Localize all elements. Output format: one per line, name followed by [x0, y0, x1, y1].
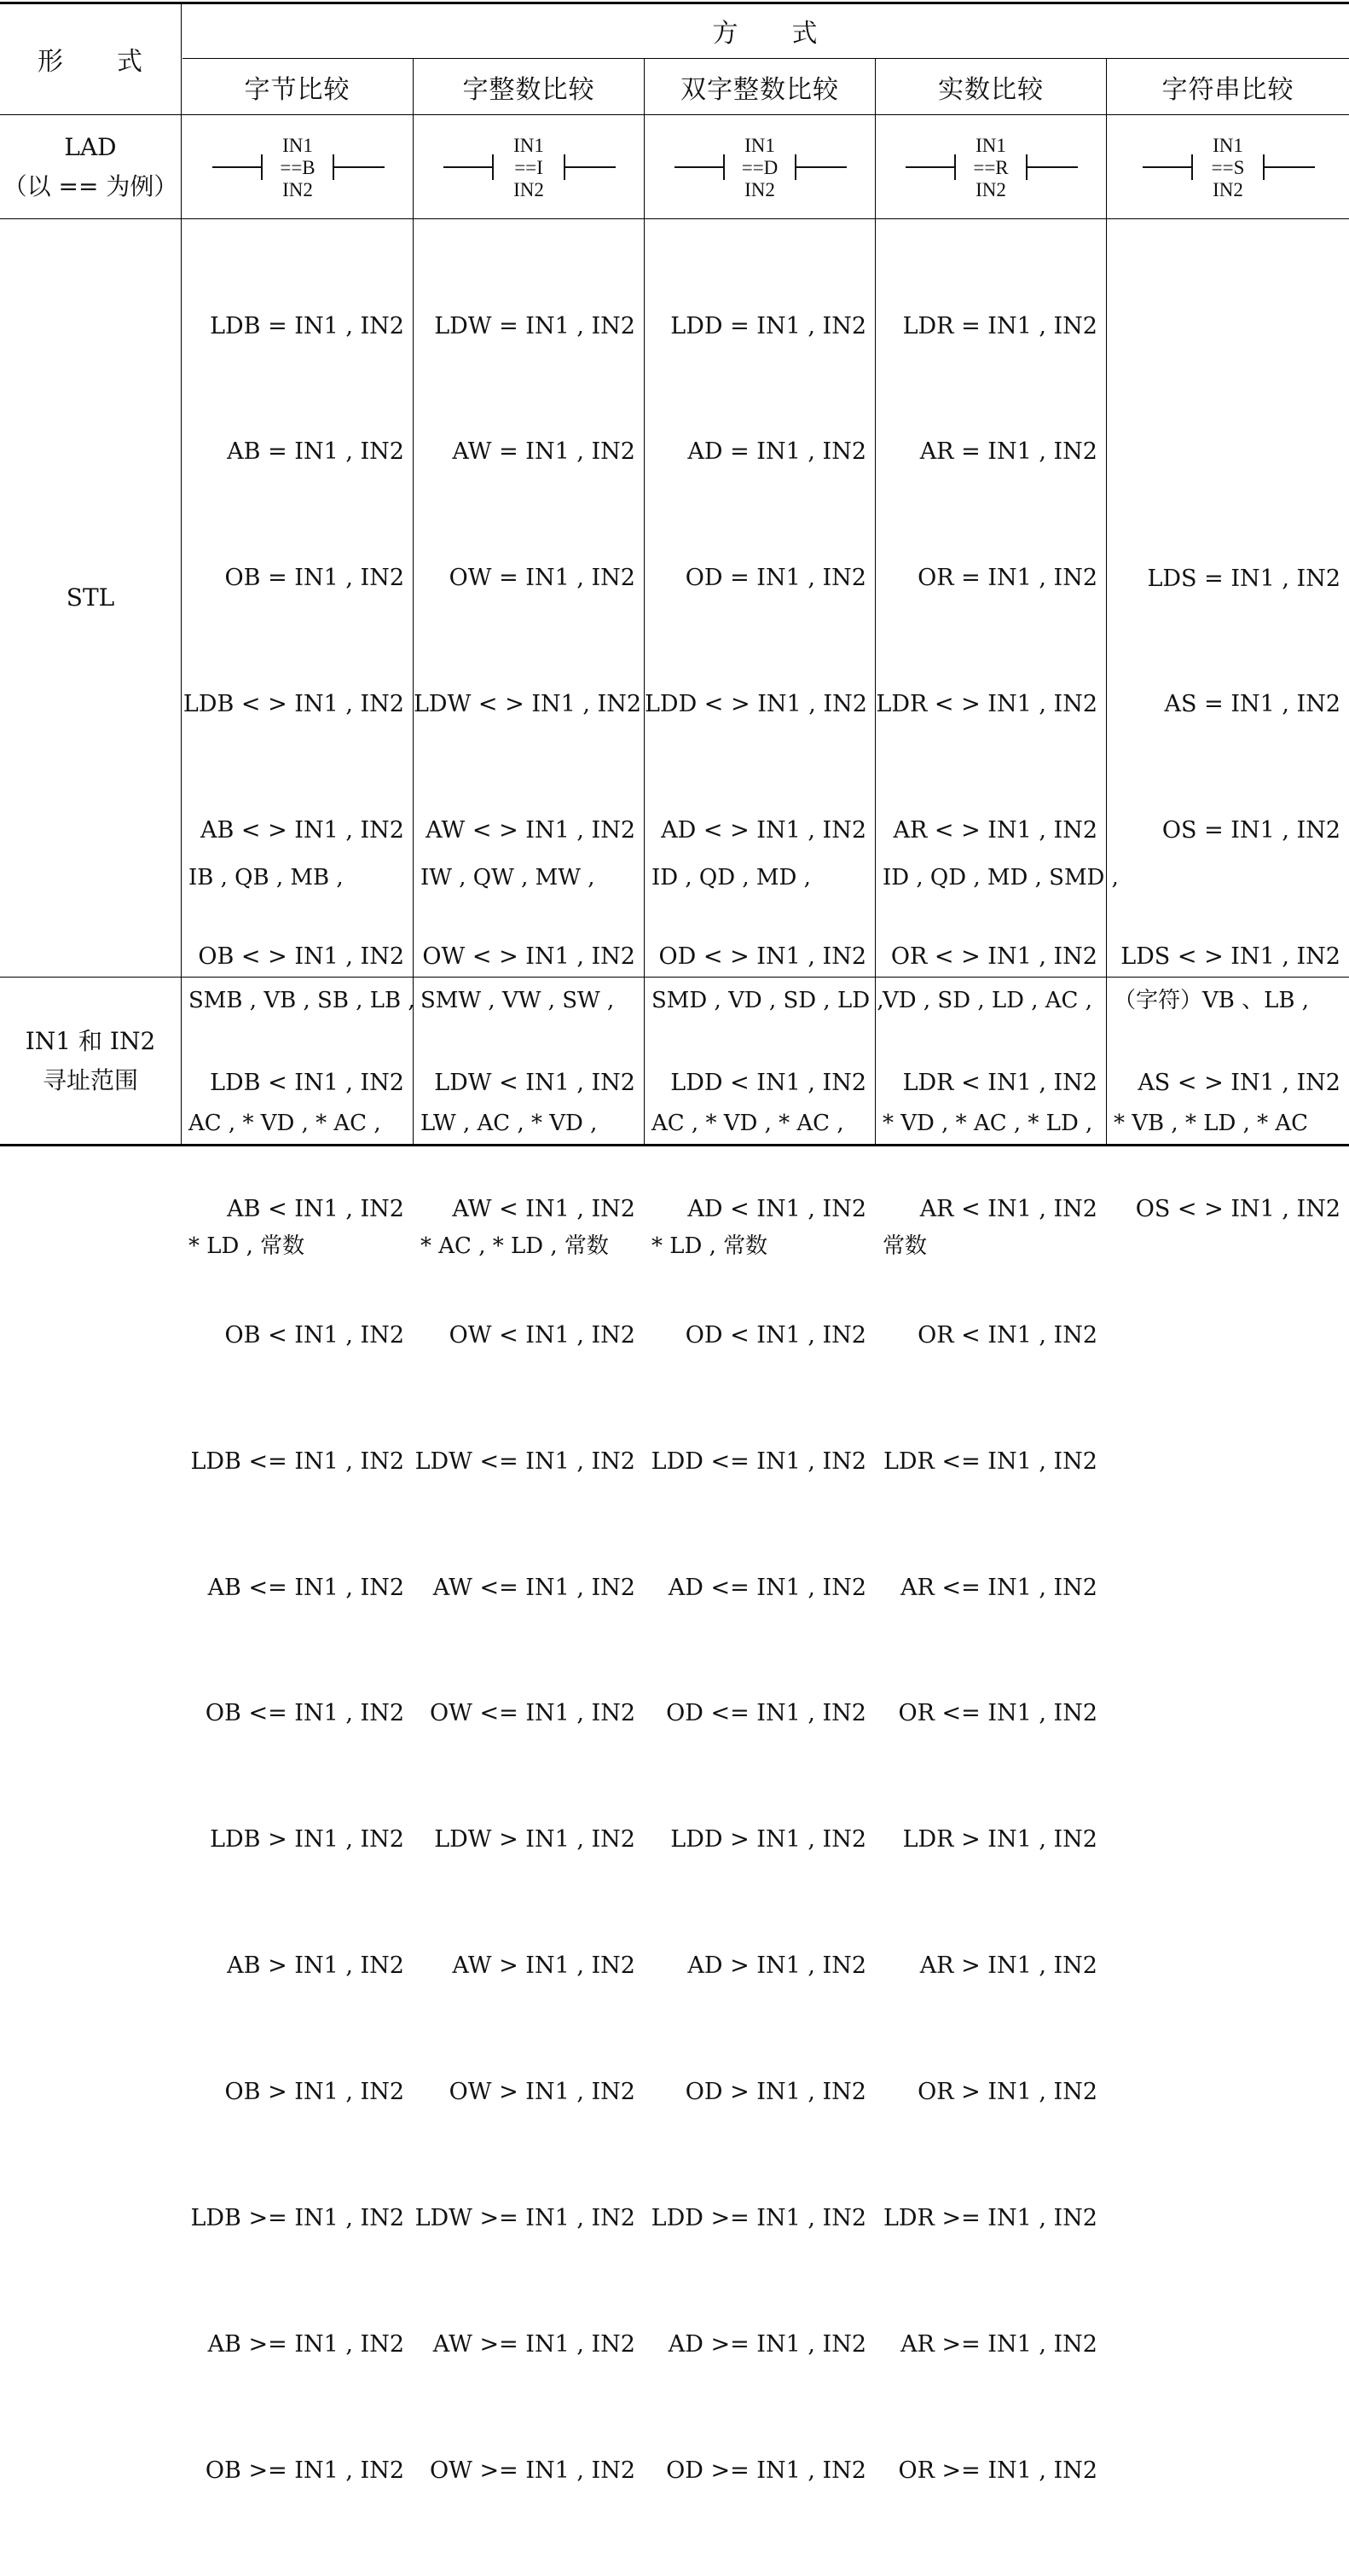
- stl-instruction: OB < IN1 , IN2: [224, 1321, 404, 1349]
- stl-instruction: LDR >= IN1 , IN2: [883, 2204, 1097, 2231]
- stl-instruction: AB < > IN1 , IN2: [200, 817, 404, 844]
- lad-operator-label: ==B: [279, 156, 316, 178]
- col-header-byte: 字节比较: [244, 74, 350, 105]
- range-line: SMW , VW , SW ,: [420, 987, 615, 1013]
- stl-instruction: AS = IN1 , IN2: [1164, 691, 1340, 718]
- stl-instruction: LDR > IN1 , IN2: [902, 1826, 1097, 1854]
- range-line: SMB , VB , SB , LB ,: [188, 987, 415, 1013]
- stl-instruction: AD < IN1 , IN2: [687, 1195, 866, 1222]
- col-header-string: 字符串比较: [1161, 74, 1294, 105]
- lad-in2-label: IN2: [281, 178, 313, 200]
- stl-instruction: OD = IN1 , IN2: [685, 565, 866, 592]
- stl-instruction: AR < IN1 , IN2: [919, 1195, 1097, 1222]
- stl-instruction: LDD >= IN1 , IN2: [651, 2204, 866, 2231]
- stl-instruction: LDB >= IN1 , IN2: [190, 2204, 404, 2231]
- range-line: （字符）VB 、LB ,: [1114, 987, 1310, 1013]
- range-line: IB , QB , MB ,: [188, 864, 344, 891]
- range-line: ID , QD , MD ,: [651, 864, 811, 891]
- col-header-word-int: 字整数比较: [462, 74, 595, 105]
- lad-in2-label: IN2: [744, 178, 775, 200]
- range-line: * VD , * AC , * LD ,: [883, 1110, 1093, 1136]
- stl-instruction: AR >= IN1 , IN2: [900, 2330, 1097, 2358]
- stl-instruction: AB < IN1 , IN2: [227, 1195, 404, 1222]
- range-row-label: [0, 978, 181, 1144]
- stl-row-label: [0, 219, 181, 977]
- lad-contact-diagram: [1126, 129, 1330, 206]
- stl-instruction: OR > IN1 , IN2: [918, 2079, 1097, 2106]
- lad-contact-diagram: [889, 129, 1093, 206]
- stl-instruction: LDR < > IN1 , IN2: [876, 691, 1097, 718]
- lad-in1-label: IN1: [1213, 134, 1243, 156]
- range-line: VD , SD , LD , AC ,: [883, 987, 1092, 1013]
- stl-instruction: OD >= IN1 , IN2: [666, 2457, 866, 2484]
- lad-contact-diagram: [426, 129, 631, 206]
- range-line: AC , * VD , * AC ,: [651, 1110, 844, 1136]
- lad-in1-label: IN1: [513, 134, 544, 156]
- stl-instruction: AD >= IN1 , IN2: [668, 2330, 866, 2358]
- lad-contact-dword-int: [645, 115, 875, 218]
- stl-instruction: LDW >= IN1 , IN2: [414, 2204, 635, 2231]
- range-line: SMD , VD , SD , LD ,: [651, 987, 884, 1013]
- stl-instruction: AW < > IN1 , IN2: [426, 817, 635, 844]
- stl-instruction: LDR = IN1 , IN2: [902, 312, 1097, 339]
- stl-label: STL: [66, 583, 115, 612]
- stl-instruction: LDR <= IN1 , IN2: [883, 1448, 1097, 1475]
- stl-instruction: OR = IN1 , IN2: [918, 565, 1097, 592]
- stl-instruction: AD < > IN1 , IN2: [661, 817, 866, 844]
- stl-instruction: LDS < > IN1 , IN2: [1120, 943, 1340, 971]
- stl-instruction: OR < IN1 , IN2: [918, 1321, 1097, 1349]
- stl-instruction: OW < > IN1 , IN2: [422, 943, 635, 971]
- lad-in1-label: IN1: [744, 134, 775, 156]
- stl-instruction: LDD < > IN1 , IN2: [645, 691, 867, 718]
- stl-instruction: OB < > IN1 , IN2: [198, 943, 404, 971]
- stl-instruction: OW <= IN1 , IN2: [430, 1700, 635, 1727]
- stl-instruction: AD = IN1 , IN2: [687, 438, 866, 466]
- lad-operator-label: ==S: [1211, 156, 1245, 178]
- stl-instruction: OD < IN1 , IN2: [685, 1321, 866, 1349]
- range-line: ID , QD , MD , SMD ,: [883, 864, 1119, 891]
- range-line: * LD , 常数: [188, 1233, 305, 1259]
- lad-label-line1: LAD: [64, 132, 117, 161]
- stl-instruction: AW > IN1 , IN2: [452, 1952, 635, 1980]
- range-line: IW , QW , MW ,: [420, 864, 595, 891]
- lad-contact-byte: [182, 115, 413, 218]
- lad-bottom-rule: [0, 218, 1349, 219]
- lad-contact-word-int: [414, 115, 644, 218]
- stl-instruction: OB <= IN1 , IN2: [205, 1700, 404, 1727]
- lad-operator-label: ==I: [514, 156, 543, 178]
- stl-instruction: OR < > IN1 , IN2: [890, 943, 1097, 971]
- stl-instruction: OD < > IN1 , IN2: [658, 943, 866, 971]
- stl-instruction: LDD <= IN1 , IN2: [651, 1448, 866, 1475]
- stl-instruction: OS < > IN1 , IN2: [1135, 1196, 1340, 1223]
- stl-instruction: AR > IN1 , IN2: [919, 1952, 1097, 1980]
- stl-instruction: LDD > IN1 , IN2: [670, 1826, 866, 1854]
- col-header-dword-int: 双字整数比较: [680, 74, 839, 105]
- stl-instruction: OW = IN1 , IN2: [449, 565, 635, 592]
- stl-instruction: AW < IN1 , IN2: [452, 1195, 635, 1222]
- stl-instruction: AW >= IN1 , IN2: [432, 2330, 635, 2358]
- stl-instruction: LDD = IN1 , IN2: [670, 312, 866, 339]
- lad-in1-label: IN1: [976, 134, 1006, 156]
- col-header-real: 实数比较: [938, 74, 1044, 105]
- stl-instruction: OW > IN1 , IN2: [449, 2079, 635, 2106]
- stl-instruction: LDB <= IN1 , IN2: [190, 1448, 404, 1475]
- lad-operator-label: ==R: [973, 156, 1009, 178]
- range-line: 常数: [883, 1233, 928, 1259]
- stl-instruction: LDW <= IN1 , IN2: [414, 1448, 635, 1475]
- stl-instruction: AW = IN1 , IN2: [452, 438, 635, 466]
- lad-contact-string: [1107, 115, 1349, 218]
- stl-instruction: OW < IN1 , IN2: [449, 1321, 635, 1349]
- stl-instruction: AS < > IN1 , IN2: [1138, 1070, 1340, 1097]
- stl-instruction: OW >= IN1 , IN2: [430, 2457, 635, 2484]
- stl-instruction: LDB = IN1 , IN2: [210, 312, 404, 339]
- stl-instruction: OR <= IN1 , IN2: [898, 1700, 1097, 1727]
- stl-instruction: LDB > IN1 , IN2: [210, 1826, 404, 1854]
- stl-instruction: LDW > IN1 , IN2: [434, 1826, 635, 1854]
- lad-in2-label: IN2: [1213, 178, 1243, 200]
- stl-instruction: AR <= IN1 , IN2: [900, 1574, 1097, 1601]
- mode-header: 方 式: [712, 19, 819, 49]
- stl-instruction: OS = IN1 , IN2: [1161, 817, 1340, 844]
- range-label-line1: IN1 和 IN2: [25, 1026, 156, 1055]
- range-line: * VB , * LD , * AC: [1114, 1110, 1309, 1136]
- stl-instruction: AD > IN1 , IN2: [687, 1952, 866, 1980]
- stl-instruction: AB = IN1 , IN2: [227, 438, 404, 466]
- stl-instruction: AD <= IN1 , IN2: [668, 1574, 866, 1601]
- lad-label-line2: （以 == 为例）: [3, 171, 178, 200]
- form-header: 形 式: [38, 47, 143, 77]
- stl-instruction: AB > IN1 , IN2: [227, 1952, 404, 1980]
- stl-instruction: AB >= IN1 , IN2: [207, 2330, 404, 2358]
- stl-instruction: LDW < > IN1 , IN2: [414, 691, 642, 718]
- lad-operator-label: ==D: [741, 156, 779, 178]
- range-string: [1107, 979, 1349, 1144]
- stl-instruction: LDR < IN1 , IN2: [902, 1069, 1097, 1096]
- range-line: AC , * VD , * AC ,: [188, 1110, 381, 1136]
- stl-instruction: OD <= IN1 , IN2: [666, 1700, 866, 1727]
- lad-in1-label: IN1: [281, 134, 313, 156]
- lad-in2-label: IN2: [976, 178, 1006, 200]
- stl-instruction: OB > IN1 , IN2: [224, 2079, 404, 2106]
- lad-contact-real: [876, 115, 1106, 218]
- stl-instruction: AR = IN1 , IN2: [919, 438, 1097, 466]
- stl-instruction: LDS = IN1 , IN2: [1147, 565, 1340, 592]
- lad-row-label: [0, 115, 181, 218]
- range-line: * AC , * LD , 常数: [420, 1233, 609, 1259]
- stl-instruction: LDB < IN1 , IN2: [210, 1069, 404, 1096]
- stl-instruction: OB >= IN1 , IN2: [205, 2457, 404, 2484]
- stl-instruction: LDW = IN1 , IN2: [434, 312, 635, 339]
- stl-instruction: OB = IN1 , IN2: [224, 565, 404, 592]
- stl-instruction: OR >= IN1 , IN2: [898, 2457, 1097, 2484]
- lad-in2-label: IN2: [513, 178, 544, 200]
- stl-instruction: LDB < > IN1 , IN2: [182, 691, 404, 718]
- stl-instruction: AW <= IN1 , IN2: [432, 1574, 635, 1601]
- stl-instruction: AR < > IN1 , IN2: [893, 817, 1097, 844]
- stl-instruction: AB <= IN1 , IN2: [207, 1574, 404, 1601]
- stl-instruction: LDD < IN1 , IN2: [670, 1069, 866, 1096]
- range-label-line2: 寻址范围: [42, 1065, 138, 1094]
- stl-instruction: LDW < IN1 , IN2: [434, 1069, 635, 1096]
- lad-contact-diagram: [657, 129, 862, 206]
- range-line: LW , AC , * VD ,: [420, 1110, 598, 1136]
- lad-contact-diagram: [195, 129, 400, 206]
- range-line: * LD , 常数: [651, 1233, 768, 1259]
- stl-instruction: OD > IN1 , IN2: [685, 2079, 866, 2106]
